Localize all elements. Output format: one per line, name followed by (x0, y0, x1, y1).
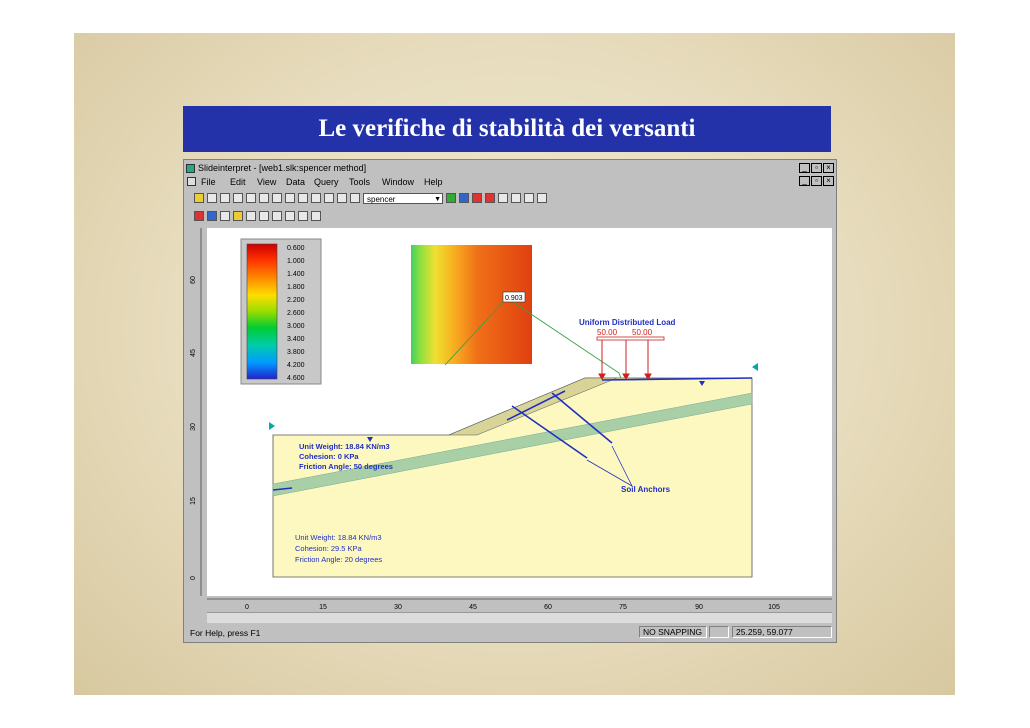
print-preview-icon[interactable] (246, 193, 256, 203)
status-help-text: For Help, press F1 (190, 628, 261, 638)
menu-edit[interactable]: Edit (230, 177, 246, 187)
show-slip-icon[interactable] (472, 193, 482, 203)
load-arrows (599, 340, 651, 379)
line-icon[interactable] (246, 211, 256, 221)
y-tick-15: 15 (190, 497, 197, 505)
legend-value: 4.200 (287, 362, 305, 369)
zoom-extents-icon[interactable] (337, 193, 347, 203)
y-tick-30: 30 (190, 423, 197, 431)
x-tick-0: 0 (245, 604, 249, 611)
doc-icon (187, 177, 196, 186)
copy-icon[interactable] (207, 193, 217, 203)
contour-icon[interactable] (446, 193, 456, 203)
menu-view[interactable]: View (257, 177, 277, 187)
menu-bar (184, 176, 836, 188)
text-icon[interactable] (220, 211, 230, 221)
load-value-2: 50.00 (632, 328, 653, 337)
legend-value: 1.400 (287, 271, 305, 278)
eraser-icon[interactable] (311, 211, 321, 221)
query-icon[interactable] (511, 193, 521, 203)
pan-icon[interactable] (350, 193, 360, 203)
window-title: Slideinterpret - [web1.slk:spencer method] (198, 163, 367, 173)
draw-toolbar (194, 208, 321, 224)
restore-button[interactable]: ▫ (811, 163, 822, 173)
contour-legend (241, 239, 321, 384)
legend-value: 3.800 (287, 349, 305, 356)
upper-material-cohesion: Cohesion: 0 KPa (299, 452, 359, 461)
lower-material-friction: Friction Angle: 20 degrees (295, 555, 383, 564)
upper-material-friction: Friction Angle: 50 degrees (299, 462, 393, 471)
menu-query[interactable]: Query (314, 177, 339, 187)
menu-tools[interactable]: Tools (349, 177, 371, 187)
x-tick-105: 105 (768, 604, 780, 611)
x-tick-60: 60 (544, 604, 552, 611)
zoom-window-icon[interactable] (285, 193, 295, 203)
blank-status-cell (709, 626, 729, 638)
load-bar (597, 337, 664, 340)
x-tick-15: 15 (319, 604, 327, 611)
x-tick-30: 30 (394, 604, 402, 611)
legend-value: 1.000 (287, 258, 305, 265)
coordinate-readout: 25.259, 59.077 (732, 626, 832, 638)
polyline-icon[interactable] (259, 211, 269, 221)
legend-value: 1.800 (287, 284, 305, 291)
y-tick-60: 60 (190, 276, 197, 284)
legend-value: 3.400 (287, 336, 305, 343)
model-canvas[interactable] (207, 228, 832, 596)
doc-minimize-button[interactable]: _ (799, 176, 810, 186)
select-icon[interactable] (194, 211, 204, 221)
zoom-out-icon[interactable] (311, 193, 321, 203)
load-value-1: 50.00 (597, 328, 618, 337)
x-tick-90: 90 (695, 604, 703, 611)
y-tick-0: 0 (190, 576, 197, 580)
boundary-marker-right (752, 363, 758, 371)
graph-icon[interactable] (524, 193, 534, 203)
safety-factor-grid (411, 245, 532, 364)
lower-material-weight: Unit Weight: 18.84 KN/m3 (295, 533, 382, 542)
method-select[interactable] (363, 193, 443, 204)
main-toolbar (194, 190, 547, 206)
image-icon[interactable] (298, 211, 308, 221)
legend-value: 2.600 (287, 310, 305, 317)
app-window (183, 159, 837, 643)
fos-label: 0.903 (505, 295, 523, 302)
arrow-icon[interactable] (233, 211, 243, 221)
safety-factor-icon[interactable] (485, 193, 495, 203)
legend-value: 0.600 (287, 245, 305, 252)
minimize-button[interactable]: _ (799, 163, 810, 173)
menu-file[interactable]: File (201, 177, 216, 187)
print-icon[interactable] (259, 193, 269, 203)
horizontal-ruler (207, 598, 832, 612)
open-icon[interactable] (194, 193, 204, 203)
ellipse-icon[interactable] (285, 211, 295, 221)
load-title: Uniform Distributed Load (579, 318, 676, 327)
method-select-value: spencer (367, 194, 396, 204)
menu-window[interactable]: Window (382, 177, 415, 187)
boundary-marker-left (269, 422, 275, 430)
rectangle-icon[interactable] (272, 211, 282, 221)
zoom-all-icon[interactable] (324, 193, 334, 203)
doc-close-button[interactable]: × (823, 176, 834, 186)
paste-icon[interactable] (220, 193, 230, 203)
info-icon[interactable] (537, 193, 547, 203)
doc-restore-button[interactable]: ▫ (811, 176, 822, 186)
status-bar (184, 626, 836, 640)
export-icon[interactable] (272, 193, 282, 203)
legend-value: 4.600 (287, 375, 305, 382)
lower-material-cohesion: Cohesion: 29.5 KPa (295, 544, 362, 553)
grid-icon[interactable] (233, 193, 243, 203)
global-minimum-icon[interactable] (459, 193, 469, 203)
app-icon (186, 164, 195, 173)
zoom-in-icon[interactable] (298, 193, 308, 203)
legend-color-bar (247, 244, 277, 379)
legend-value: 2.200 (287, 297, 305, 304)
menu-data[interactable]: Data (286, 177, 306, 187)
menu-help[interactable]: Help (424, 177, 443, 187)
legend-value: 3.000 (287, 323, 305, 330)
x-tick-75: 75 (619, 604, 627, 611)
x-tick-45: 45 (469, 604, 477, 611)
title-bar (184, 162, 836, 175)
y-tick-45: 45 (190, 349, 197, 357)
upper-material-weight: Unit Weight: 18.84 KN/m3 (299, 442, 390, 451)
anchors-label: Soil Anchors (621, 485, 671, 494)
horizontal-scrollbar[interactable] (207, 612, 832, 623)
filter-icon[interactable] (498, 193, 508, 203)
chevron-down-icon[interactable]: ▼ (434, 195, 441, 203)
vertical-ruler (188, 228, 202, 596)
snap-mode[interactable]: NO SNAPPING (639, 626, 707, 638)
chart-icon[interactable] (207, 211, 217, 221)
close-button[interactable]: × (823, 163, 834, 173)
slide-title: Le verifiche di stabilità dei versanti (183, 106, 831, 152)
